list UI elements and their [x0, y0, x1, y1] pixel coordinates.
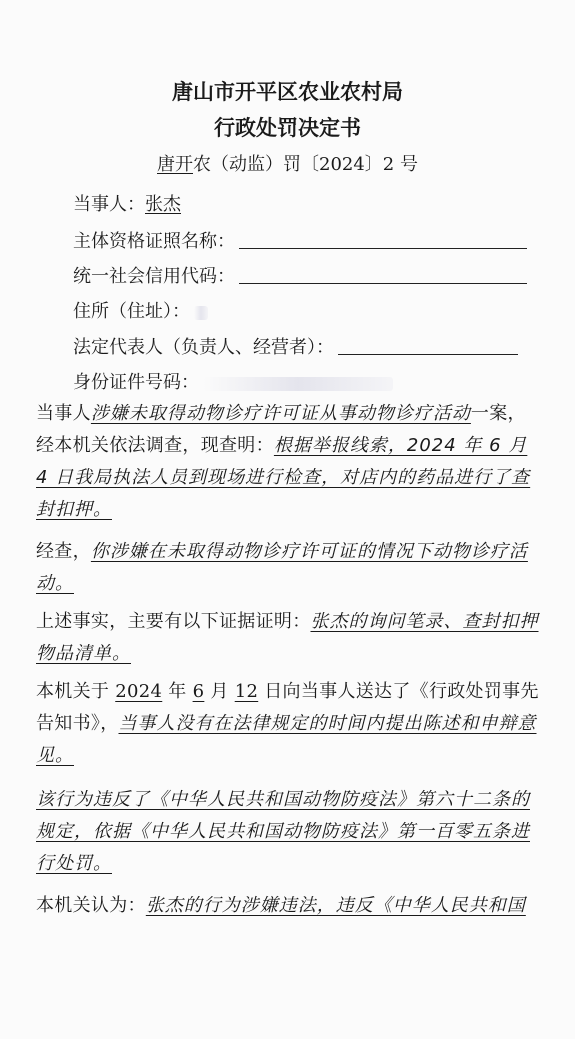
- notice-month: 6: [192, 681, 205, 702]
- paragraph-conclusion: [36, 890, 541, 922]
- notice-month-unit: 月: [204, 681, 235, 702]
- conclusion-text: 张杰的行为涉嫌违法，违反《中华人民共和国: [145, 895, 526, 916]
- address-redacted: [194, 306, 208, 320]
- investigation-findings: 根据举报线索，2024 年 6 月 4 日我局执法人员到现场进行检查，对店内的药品进行了查封扣押。: [36, 435, 531, 520]
- notice-year-unit: 年: [162, 681, 193, 702]
- notice-response: 当事人没有在法律规定的时间内提出陈述和申辩意见。: [36, 713, 537, 766]
- id-number-label: 身份证件号码：: [73, 372, 199, 393]
- conclusion-label: 本机关认为：: [36, 895, 146, 916]
- findings-text: 你涉嫌在未取得动物诊疗许可证的情况下动物诊疗活动。: [36, 541, 528, 594]
- id-number-redacted: [203, 377, 393, 391]
- id-number-field: [73, 368, 393, 394]
- party-value: 张杰: [145, 194, 181, 215]
- license-label: 主体资格证照名称：: [73, 231, 235, 252]
- investigation-text: 经本机关依法调查，现查明：: [36, 435, 274, 456]
- document-number: [0, 150, 575, 176]
- representative-label: 法定代表人（负责人、经营者）：: [73, 337, 334, 358]
- case-text-end: 一案，: [470, 403, 526, 424]
- notice-text-2: 日向当事人送达了《行政处罚事先告知书》，: [36, 681, 539, 734]
- party-label: 当事人：: [73, 194, 145, 215]
- paragraph-findings: [36, 536, 541, 600]
- document-number-prefix: 唐开: [157, 154, 193, 175]
- paragraph-evidence: [36, 606, 541, 670]
- party-field: [73, 190, 181, 216]
- evidence-label: 上述事实，主要有以下证据证明：: [36, 611, 311, 632]
- address-field: [73, 297, 208, 323]
- paragraph-notice: [36, 676, 541, 772]
- issuing-authority: 唐山市开平区农业农村局: [172, 79, 403, 104]
- representative-field: [73, 333, 518, 359]
- representative-blank-line: [338, 353, 518, 355]
- credit-code-field: [73, 262, 527, 288]
- evidence-text: 张杰的询问笔录、查封扣押物品清单。: [36, 611, 539, 664]
- paragraph-legal-basis: 该行为违反了《中华人民共和国动物防疫法》第六十二条的规定，依据《中华人民共和国动物防疫法》第一百零五条进行处罚。: [36, 789, 530, 874]
- notice-year: 2024: [115, 681, 163, 702]
- paragraph-case: [36, 398, 541, 526]
- address-label: 住所（住址）：: [73, 301, 190, 322]
- credit-code-label: 统一社会信用代码：: [73, 266, 235, 287]
- notice-day: 12: [234, 681, 259, 702]
- document-number-rest: 农（动监）罚〔2024〕2 号: [193, 154, 418, 175]
- credit-code-blank-line: [239, 282, 527, 284]
- notice-text: 本机关于: [36, 681, 116, 702]
- case-text: 当事人: [36, 403, 91, 424]
- license-blank-line: [239, 247, 527, 249]
- findings-label: 经查，: [36, 541, 91, 562]
- document-title: 行政处罚决定书: [214, 115, 361, 140]
- case-violation: 涉嫌未取得动物诊疗许可证从事动物诊疗活动: [90, 403, 471, 424]
- license-field: [73, 227, 527, 253]
